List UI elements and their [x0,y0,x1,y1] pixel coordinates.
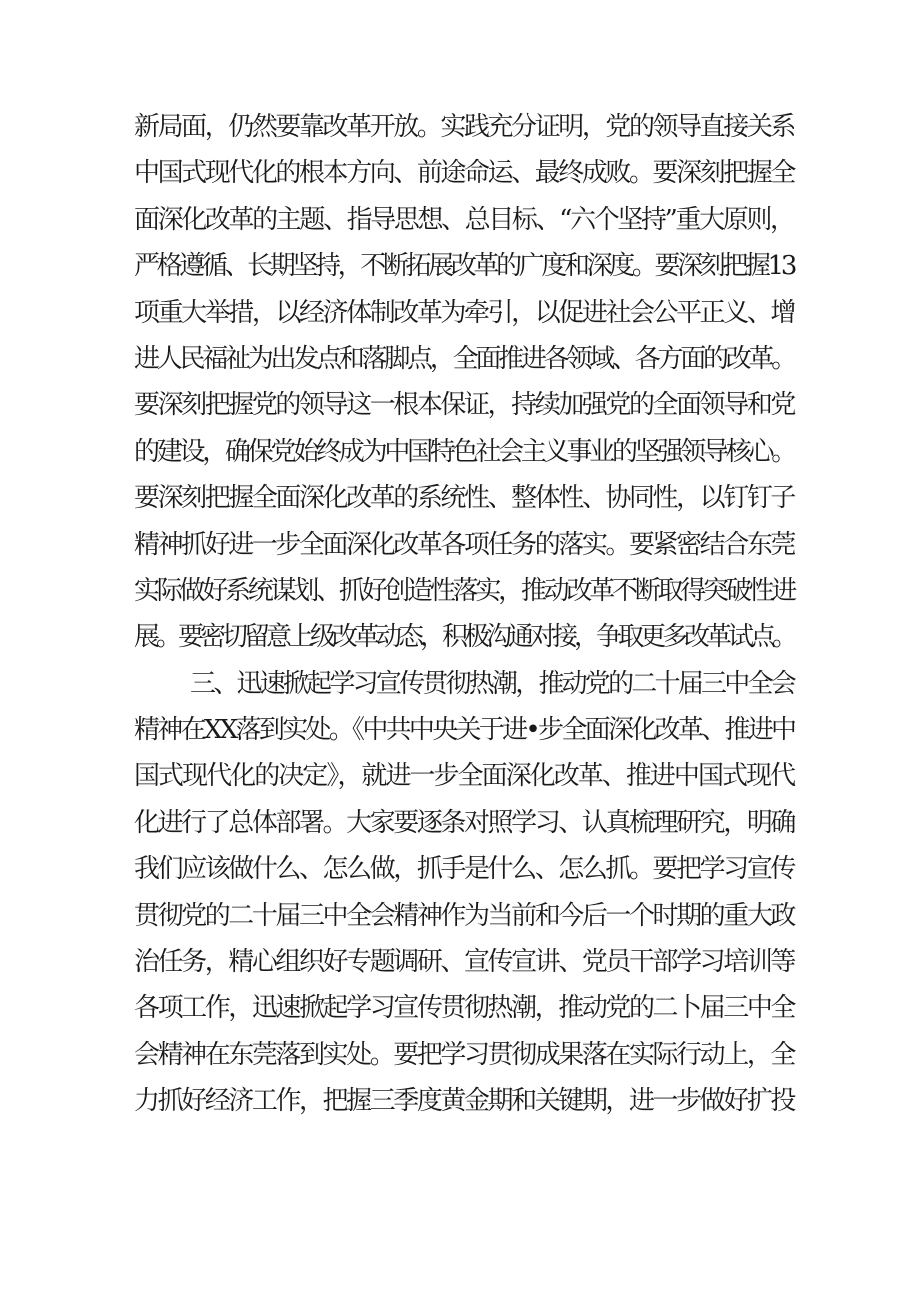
text-line: 严格遵循、长期坚持，不断拓展改革的广度和深度。要深刻把握13 [134,251,794,282]
text-line: 的建设，确保党始终成为中国特色社会主义事业的坚强领导核心。 [134,436,795,467]
text-line: 精神在XX落到实处。《中共中央关于进•步全面深化改革、推进中 [134,715,795,746]
body-text [134,104,794,1125]
text-line: 我们应该做什么、怎么做，抓手是什么、怎么抓。要把学习宣传 [134,854,794,885]
text-line: 展。要密切留意上级改革动态，积极沟通对接，争取更多改革试点。 [134,622,795,653]
text-line: 新局面，仍然要靠改革开放。实践充分证明，党的领导直接关系 [134,112,794,142]
text-line: 精神抓好进一步全面深化改革各项任务的落实。要紧密结合东莞 [134,529,794,560]
text-line: 力抓好经济工作，把握三季度黄金期和关键期，进一步做好扩投 [134,1086,794,1117]
text-line: 会精神在东莞落到实处。要把学习贯彻成果落在实际行动上，全 [134,1039,794,1070]
text-line: 贯彻党的二十届三中全会精神作为当前和今后一个时期的重大政 [134,900,794,931]
text-line: 要深刻把握党的领导这一根本保证，持续加强党的全面领导和党 [134,390,794,421]
text-line: 三、迅速掀起学习宣传贯彻热潮，推动党的二十届三中全会 [190,668,794,699]
text-line: 实际做好系统谋划、抓好创造性落实，推动改革不断取得突破性进 [134,575,795,606]
text-line: 面深化改革的主题、指导思想、总目标、“六个坚持”重大原则， [134,204,794,235]
text-line: 各项工作，迅速掀起学习宣传贯彻热潮，推动党的二卜届三中全 [134,993,794,1024]
text-line: 进人民福祉为出发点和落脚点，全面推进各领域、各方面的改革。 [134,343,795,374]
text-line: 项重大举措，以经济体制改革为牵引，以促进社会公平正义、增 [134,297,794,328]
text-line: 国式现代化的决定》，就进一步全面深化改革、推进中国式现代 [134,761,795,792]
text-line: 化进行了总体部署。大家要逐条对照学习、认真梳理研究，明确 [134,807,794,838]
text-line: 治任务，精心组织好专题调研、宣传宣讲、党员干部学习培训等 [134,947,794,978]
text-line: 要深刻把握全面深化改革的系统性、整体性、协同性，以钉钉子 [134,483,794,514]
text-line: 中国式现代化的根本方向、前途命运、最终成败。要深刻把握全 [134,158,794,189]
